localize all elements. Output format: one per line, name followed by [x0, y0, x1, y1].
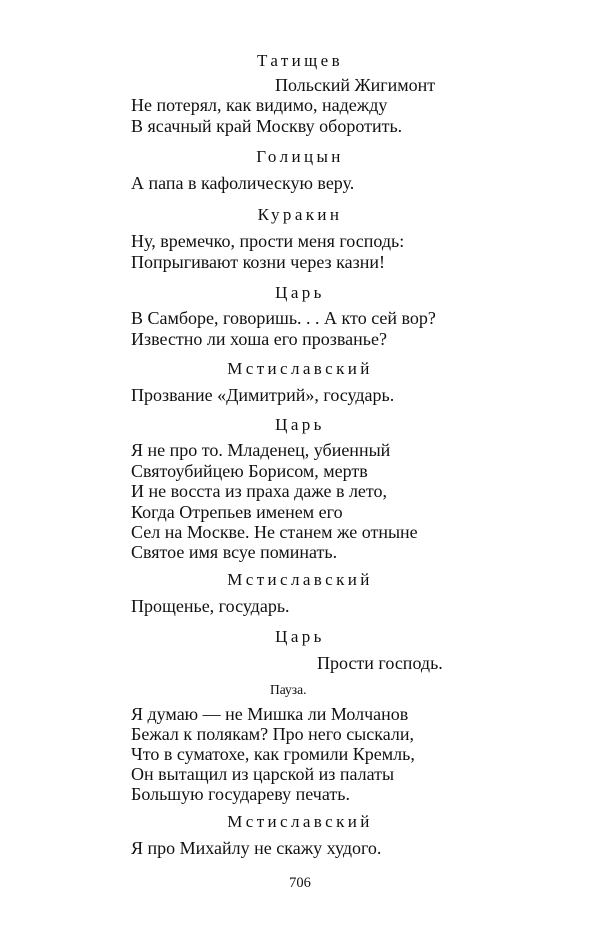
verse-line: Польский Жигимонт [275, 75, 436, 95]
verse-line: Большую государеву печать. [131, 784, 350, 804]
verse-line: Я думаю — не Мишка ли Молчанов [131, 704, 409, 724]
stage-direction: Пауза. [270, 682, 307, 697]
speaker-name: Мстиславский [227, 570, 373, 589]
verse-line: Прости господь. [317, 653, 443, 673]
verse-line: Прощенье, государь. [131, 596, 290, 616]
verse-line: Святое имя всуе поминать. [131, 542, 338, 562]
verse-line: Что в суматохе, как громили Кремль, [131, 744, 415, 764]
page-number: 706 [289, 875, 311, 891]
verse-line: Когда Отрепьев именем его [131, 502, 343, 522]
verse-line: И не восста из праха даже в лето, [131, 481, 388, 501]
verse-line: В Самборе, говоришь. . . А кто сей вор? [131, 308, 436, 328]
verse-line: В ясачный край Москву оборотить. [131, 116, 403, 136]
verse-line: Бежал к полякам? Про него сыскали, [131, 724, 414, 744]
verse-line: Сел на Москве. Не станем же отныне [131, 522, 418, 542]
verse-line: А папа в кафолическую веру. [131, 173, 355, 193]
verse-line: Я про Михайлу не скажу худого. [131, 838, 382, 858]
speaker-name: Татищев [256, 51, 344, 70]
speaker-name: Мстиславский [227, 812, 373, 831]
verse-line: Ну, времечко, прости меня господь: [131, 231, 405, 251]
verse-line: Попрыгивают козни через казни! [131, 252, 385, 272]
verse-line: Святоубийцею Борисом, мертв [131, 461, 368, 481]
speaker-name: Царь [275, 283, 325, 302]
speaker-name: Куракин [257, 205, 343, 224]
verse-line: Прозвание «Димитрий», государь. [131, 385, 395, 405]
verse-line: Известно ли хоша его прозванье? [131, 329, 387, 349]
verse-line: Не потерял, как видимо, надежду [131, 95, 388, 115]
speaker-name: Царь [275, 415, 325, 434]
speaker-name: Царь [275, 627, 325, 646]
speaker-name: Голицын [256, 147, 344, 166]
verse-line: Он вытащил из царской из палаты [131, 764, 395, 784]
verse-line: Я не про то. Младенец, убиенный [131, 440, 391, 460]
speaker-name: Мстиславский [227, 359, 373, 378]
